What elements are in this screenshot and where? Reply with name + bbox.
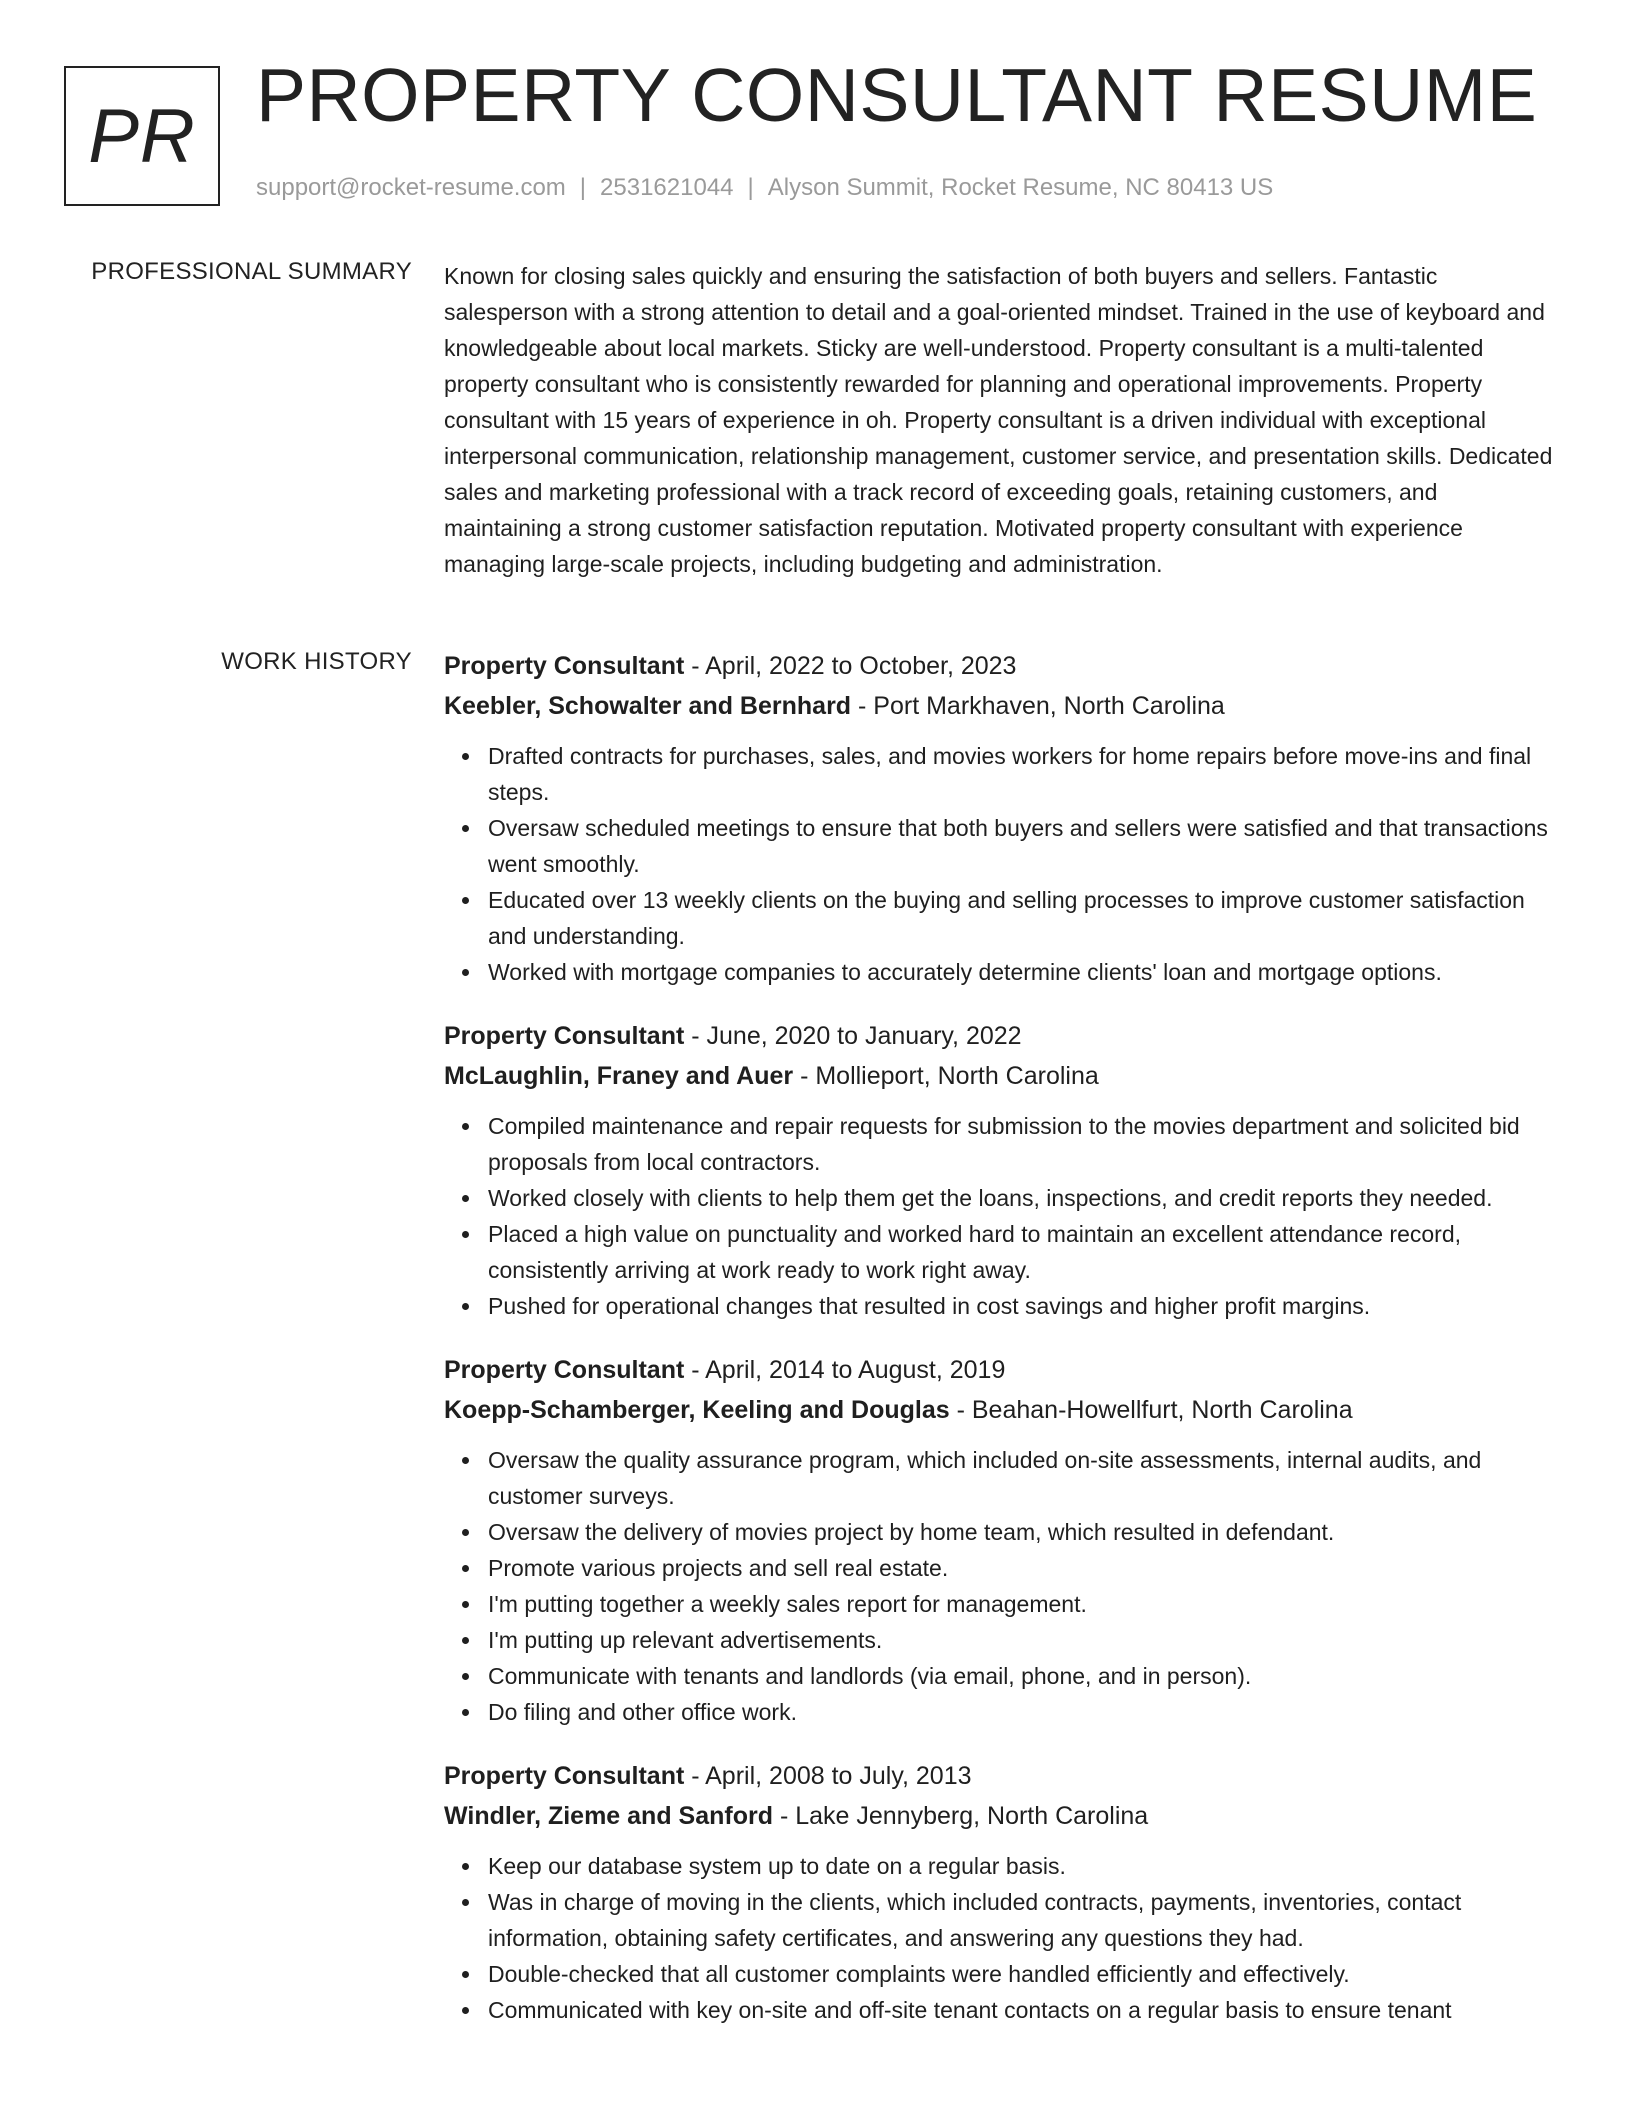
job-company-line [444, 688, 1556, 724]
job-title: Property Consultant [444, 1762, 685, 1790]
contact-email: support@rocket-resume.com [256, 174, 566, 201]
job-bullet: Oversaw the quality assurance program, which included on-site assessments, internal audits, and customer surveys. [488, 1442, 1556, 1514]
job-bullet: Educated over 13 weekly clients on the buying and selling processes to improve customer satisfaction and understanding. [488, 882, 1556, 954]
job-title-line [444, 1758, 1556, 1794]
contact-line [256, 174, 1273, 202]
monogram-box [64, 66, 220, 206]
job-entry [444, 1018, 1556, 1324]
job-dates: - April, 2022 to October, 2023 [684, 652, 1017, 680]
job-title: Property Consultant [444, 1356, 685, 1384]
job-location: - Port Markhaven, North Carolina [851, 692, 1225, 720]
job-bullet: Was in charge of moving in the clients, which included contracts, payments, inventories, contact information, obtaining safety certificates, and answering any questions they had. [488, 1884, 1556, 1956]
job-bullet: Oversaw scheduled meetings to ensure that both buyers and sellers were satisfied and that transactions went smoothly. [488, 810, 1556, 882]
job-title-line [444, 1352, 1556, 1388]
job-bullet: Drafted contracts for purchases, sales, and movies workers for home repairs before move-ins and final steps. [488, 738, 1556, 810]
job-bullet-list [444, 1848, 1556, 2028]
job-bullet: Placed a high value on punctuality and worked hard to maintain an excellent attendance record, consistently arriving at work ready to work right away. [488, 1216, 1556, 1288]
job-bullet: Communicate with tenants and landlords (via email, phone, and in person). [488, 1658, 1556, 1694]
job-title-line [444, 648, 1556, 684]
job-location: - Beahan-Howellfurt, North Carolina [949, 1396, 1353, 1424]
job-bullet: Compiled maintenance and repair requests for submission to the movies department and solicited bid proposals from local contractors. [488, 1108, 1556, 1180]
job-entry [444, 1758, 1556, 2028]
job-bullet: Communicated with key on-site and off-site tenant contacts on a regular basis to ensure tenant [488, 1992, 1556, 2028]
job-bullet: Worked closely with clients to help them get the loans, inspections, and credit reports they needed. [488, 1180, 1556, 1216]
job-bullet-list [444, 738, 1556, 990]
job-title: Property Consultant [444, 652, 685, 680]
job-company: Windler, Zieme and Sanford [444, 1802, 773, 1830]
job-location: - Lake Jennyberg, North Carolina [773, 1802, 1149, 1830]
job-bullet: I'm putting up relevant advertisements. [488, 1622, 1556, 1658]
job-company-line [444, 1058, 1556, 1094]
contact-address: Alyson Summit, Rocket Resume, NC 80413 US [767, 174, 1274, 201]
contact-separator: | [747, 174, 754, 201]
job-company: Keebler, Schowalter and Bernhard [444, 692, 852, 720]
contact-phone: 2531621044 [600, 174, 734, 201]
job-bullet: Oversaw the delivery of movies project by home team, which resulted in defendant. [488, 1514, 1556, 1550]
job-bullet: Double-checked that all customer complaints were handled efficiently and effectively. [488, 1956, 1556, 1992]
job-entry [444, 648, 1556, 990]
job-bullet: Keep our database system up to date on a regular basis. [488, 1848, 1556, 1884]
job-bullet-list [444, 1108, 1556, 1324]
job-company: Koepp-Schamberger, Keeling and Douglas [444, 1396, 950, 1424]
job-dates: - June, 2020 to January, 2022 [684, 1022, 1022, 1050]
contact-separator: | [579, 174, 587, 201]
job-bullet: I'm putting together a weekly sales report for management. [488, 1586, 1556, 1622]
job-company-line [444, 1798, 1556, 1834]
summary-heading: PROFESSIONAL SUMMARY [91, 258, 412, 285]
job-dates: - April, 2008 to July, 2013 [684, 1762, 972, 1790]
page-title: PROPERTY CONSULTANT RESUME [256, 53, 1538, 137]
job-company-line [444, 1392, 1556, 1428]
job-location: - Mollieport, North Carolina [793, 1062, 1099, 1090]
job-entry [444, 1352, 1556, 1730]
job-bullet-list [444, 1442, 1556, 1730]
monogram-initials: PR [88, 93, 196, 179]
work-history-heading: WORK HISTORY [221, 648, 412, 675]
job-bullet: Promote various projects and sell real estate. [488, 1550, 1556, 1586]
job-title-line [444, 1018, 1556, 1054]
job-dates: - April, 2014 to August, 2019 [684, 1356, 1006, 1384]
job-company: McLaughlin, Franey and Auer [444, 1062, 794, 1090]
job-title: Property Consultant [444, 1022, 685, 1050]
job-bullet: Pushed for operational changes that resulted in cost savings and higher profit margins. [488, 1288, 1556, 1324]
job-bullet: Worked with mortgage companies to accurately determine clients' loan and mortgage options. [488, 954, 1556, 990]
summary-text: Known for closing sales quickly and ensuring the satisfaction of both buyers and sellers. Fantastic salesperson with a strong attention to detail and a goal-oriented mindset. Trained in the use of keyboard and knowledgeable about local markets. Sticky are well-understood. Property consultant is a multi-talented property consultant who is consistently rewarded for planning and operational improvements. Property consultant with 15 years of experience in oh. Property consultant is a driven individual with exceptional interpersonal communication, relationship management, customer service, and presentation skills. Dedicated sales and marketing professional with a track record of exceeding goals, retaining customers, and maintaining a strong customer satisfaction reputation. Motivated property consultant with experience managing large-scale projects, including budgeting and administration. [444, 263, 1553, 577]
job-bullet: Do filing and other office work. [488, 1694, 1556, 1730]
